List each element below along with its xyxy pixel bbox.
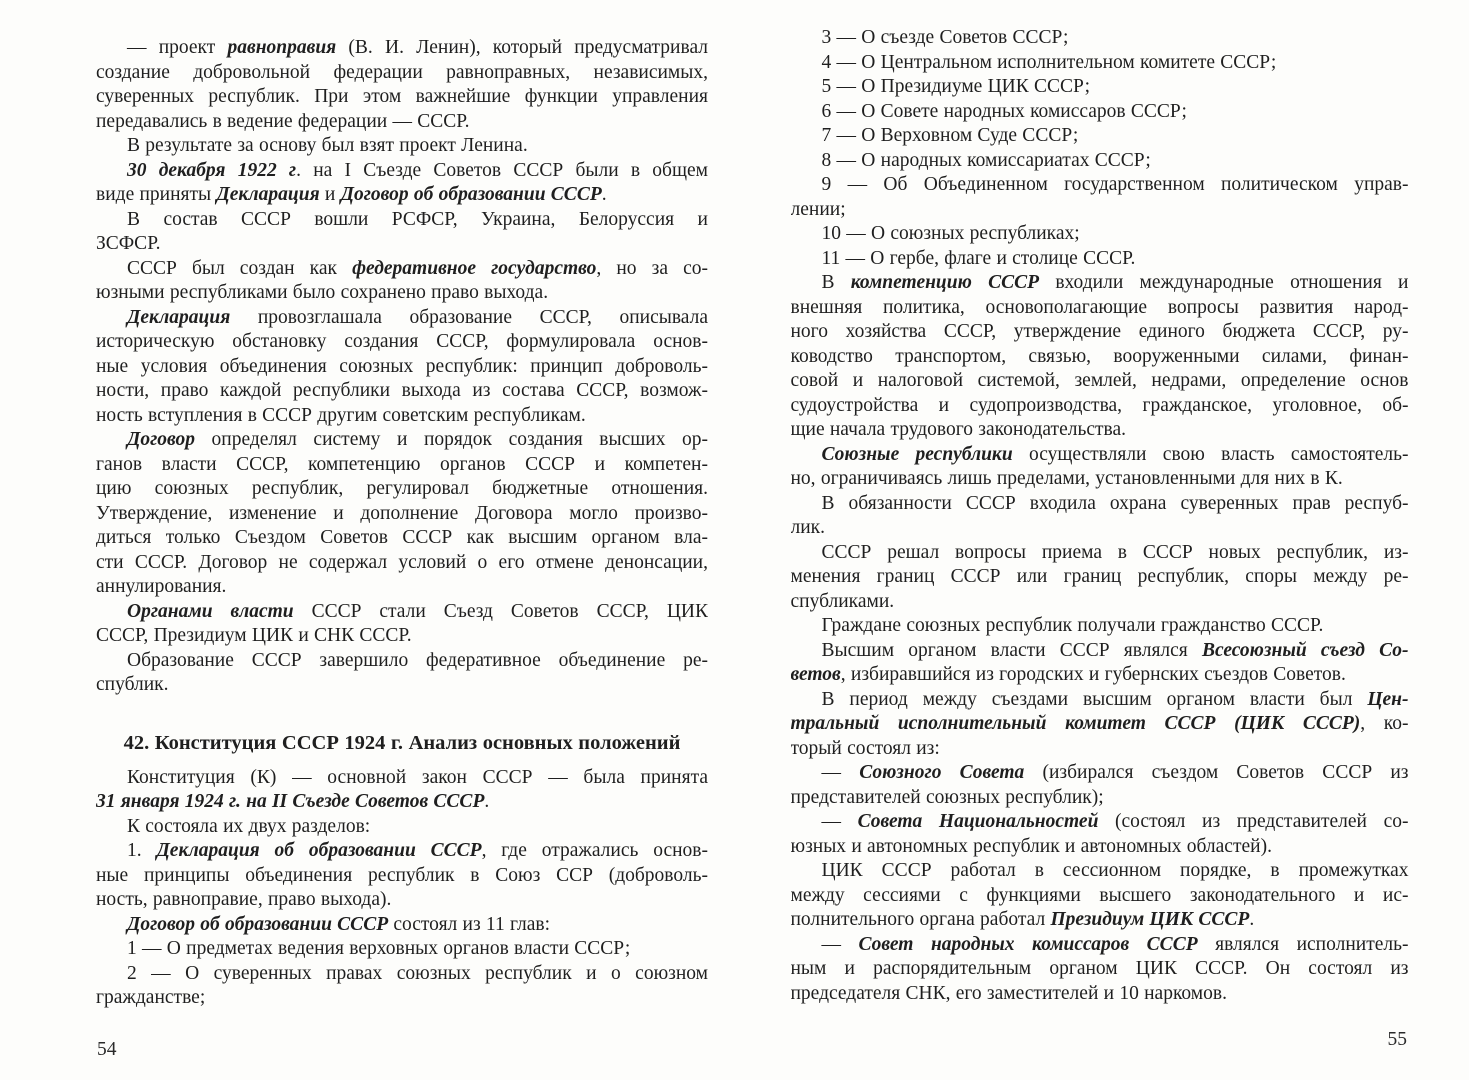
text-segment: Всесоюзный съезд Со- (1201, 639, 1409, 661)
text-segment: спублик. (96, 674, 169, 695)
text-segment: . (1249, 909, 1255, 930)
text-line (791, 614, 1409, 639)
text-segment: полнительного органа работал (790, 909, 1051, 930)
paragraph (96, 649, 708, 698)
paragraph (791, 810, 1409, 859)
text-segment: ные условия объединения союзных республик: принцип доброволь- (96, 355, 708, 377)
text-segment: Конституция (К) — основной закон СССР — была принята (127, 766, 708, 788)
text-segment: . (601, 184, 607, 205)
text-segment: Декларация (127, 306, 231, 328)
paragraph (96, 937, 708, 962)
text-line (96, 888, 708, 913)
text-line (96, 428, 708, 453)
text-segment: — (821, 762, 860, 783)
text-segment: Граждане союзных республик получали гражданство СССР. (821, 615, 1324, 636)
text-line (96, 330, 708, 355)
text-segment: В (821, 272, 851, 293)
page-number-left: 54 (97, 1039, 117, 1060)
text-segment: 3 — О съезде Советов СССР; (821, 27, 1069, 48)
text-segment: , где отражались основ- (481, 840, 708, 861)
paragraph (96, 815, 708, 840)
text-segment: , избиравшийся из городских и губернских съездов Советов. (840, 664, 1346, 685)
text-segment: ководство транспортом, связью, вооруженными силами, финан- (790, 345, 1409, 367)
text-line (791, 810, 1409, 835)
text-segment: равноправия (227, 37, 337, 58)
text-segment: 42. Конституция СССР 1924 г. Анализ основных положений (123, 731, 681, 754)
text-segment: диться только Съездом Советов СССР как высшим органом вла- (96, 527, 708, 548)
text-line (791, 884, 1409, 909)
text-line (791, 394, 1409, 419)
text-segment: Президиум ЦИК СССР (1050, 909, 1250, 930)
text-segment: , но за со- (596, 257, 708, 279)
text-segment: 4 — О Центральном исполнительном комитете СССР; (821, 51, 1277, 73)
paragraph (96, 257, 708, 306)
text-segment: представителей союзных республик); (790, 786, 1104, 808)
text-segment: СССР, Президиум ЦИК и СНК СССР. (96, 625, 412, 646)
text-segment: щие начала трудового законодательства. (790, 419, 1127, 440)
text-line (791, 51, 1409, 76)
text-segment: СССР был создан как (127, 257, 353, 279)
text-line (791, 296, 1409, 321)
text-line (96, 766, 708, 791)
text-segment: менения границ СССР или границ республик, споры между ре- (790, 566, 1409, 587)
text-line (791, 565, 1409, 590)
text-line (96, 790, 708, 815)
text-line (96, 61, 708, 86)
text-segment: — (821, 811, 858, 832)
paragraph (96, 208, 708, 257)
text-segment: гражданстве; (96, 987, 206, 1008)
paragraph (791, 51, 1409, 76)
text-line (96, 110, 708, 135)
text-segment: 30 декабря 1922 г (127, 159, 297, 181)
text-segment: Декларация об образовании СССР (156, 840, 482, 861)
text-segment: лик. (790, 517, 826, 538)
text-line (96, 232, 708, 257)
section-heading (96, 730, 708, 756)
paragraph (791, 149, 1409, 174)
text-segment: ганов власти СССР, компетенцию органов СССР и компетен- (96, 453, 708, 475)
text-line (791, 786, 1409, 811)
paragraph (791, 100, 1409, 125)
page-left-text-column (96, 36, 708, 1011)
text-line (96, 453, 708, 478)
text-segment: Договор об образовании СССР (340, 184, 602, 205)
text-line (791, 712, 1409, 737)
text-line (96, 815, 708, 840)
text-line (96, 526, 708, 551)
text-line (96, 379, 708, 404)
paragraph (791, 124, 1409, 149)
text-line (96, 281, 708, 306)
paragraph (96, 134, 708, 159)
text-line (96, 159, 708, 184)
text-segment: ность вступления в СССР другим советским республикам. (96, 404, 586, 426)
text-segment: юзными республиками было сохранено право выхода. (96, 282, 549, 303)
text-line (791, 835, 1409, 860)
text-line (791, 737, 1409, 762)
text-segment: 5 — О Президиуме ЦИК СССР; (821, 76, 1091, 97)
text-line (791, 222, 1409, 247)
text-line (96, 673, 708, 698)
paragraph (96, 913, 708, 938)
text-line (96, 986, 708, 1011)
text-segment: ности, право каждой республики выхода из состава СССР, возмож- (96, 380, 708, 401)
text-line (96, 937, 708, 962)
text-line (791, 75, 1409, 100)
text-segment: и (319, 184, 341, 205)
text-segment: ЦИК СССР работал в сессионном порядке, в промежутках (821, 860, 1409, 881)
text-line (791, 173, 1409, 198)
text-line (96, 864, 708, 889)
text-segment: но, ограничиваясь лишь пределами, установленными для них в К. (790, 468, 1343, 489)
text-segment: ность, равноправие, право выхода). (96, 889, 392, 910)
paragraph (791, 443, 1409, 492)
text-line (96, 624, 708, 649)
paragraph (791, 173, 1409, 222)
text-segment: историческую обстановку создания СССР, формулировала основ- (96, 331, 708, 352)
text-line (791, 982, 1409, 1007)
text-line (791, 590, 1409, 615)
text-segment: 31 января 1924 г. на II Съезде Советов СССР (96, 791, 485, 812)
text-segment: 11 — О гербе, флаге и столице СССР. (821, 247, 1136, 269)
paragraph (96, 962, 708, 1011)
text-segment: осуществляли свою власть самостоятель- (1012, 443, 1409, 465)
text-line (791, 124, 1409, 149)
paragraph (96, 36, 708, 134)
text-segment: федеративное государство (352, 257, 597, 279)
text-segment: Договор об образовании СССР (127, 913, 389, 935)
paragraph (96, 600, 708, 649)
text-segment: Союзные республики (821, 443, 1013, 465)
text-line (791, 247, 1409, 272)
paragraph (791, 492, 1409, 541)
text-line (96, 913, 708, 938)
paragraph (96, 306, 708, 429)
text-line (96, 257, 708, 282)
text-segment: входили международные отношения и (1039, 272, 1409, 293)
text-segment: виде приняты (96, 184, 217, 205)
text-segment: юзных и автономных республик и автономных областей). (790, 835, 1272, 857)
text-line (96, 404, 708, 429)
text-segment: СССР стали Съезд Советов СССР, ЦИК (293, 600, 708, 622)
text-segment: (избирался съездом Советов СССР из (1024, 762, 1409, 783)
text-segment: цию союзных республик, регулировал бюджетные отношения. (96, 478, 708, 499)
text-line (96, 183, 708, 208)
text-line (791, 100, 1409, 125)
text-segment: В результате за основу был взят проект Ленина. (127, 135, 528, 156)
text-line (791, 26, 1409, 51)
paragraph (96, 159, 708, 208)
text-segment: являлся исполнитель- (1197, 933, 1409, 955)
text-line (791, 859, 1409, 884)
text-segment: 1. (127, 840, 157, 861)
paragraph (791, 271, 1409, 443)
paragraph (791, 639, 1409, 688)
paragraph (791, 247, 1409, 272)
text-line (791, 908, 1409, 933)
text-segment: передавались в ведение федерации — СССР. (96, 110, 470, 132)
text-segment: состоял из 11 глав: (388, 913, 550, 935)
text-segment: 2 — О суверенных правах союзных республик и о союзном (127, 962, 708, 984)
text-segment: аннулирования. (96, 576, 227, 597)
text-line (791, 663, 1409, 688)
text-line (791, 541, 1409, 566)
text-line (96, 502, 708, 527)
text-segment: ного хозяйства СССР, утверждение единого бюджета СССР, ру- (790, 321, 1409, 342)
text-segment: тральный исполнительный комитет СССР (ЦИК СССР) (790, 713, 1361, 734)
text-segment: спубликами. (790, 590, 895, 612)
text-line (791, 761, 1409, 786)
text-segment: (состоял из представителей со- (1098, 811, 1409, 832)
text-segment: председателя СНК, его заместителей и 10 наркомов. (790, 982, 1227, 1004)
text-line (791, 933, 1409, 958)
paragraph (791, 761, 1409, 810)
text-line (96, 85, 708, 110)
text-segment: судоустройства и судопроизводства, гражданское, уголовное, об- (790, 394, 1409, 416)
paragraph (96, 839, 708, 913)
text-segment: В обязанности СССР входила охрана суверенных прав респуб- (821, 492, 1409, 514)
text-segment: ным и распорядительным органом ЦИК СССР. Он состоял из (790, 958, 1409, 979)
text-line (791, 320, 1409, 345)
text-segment: компетенцию СССР (850, 272, 1040, 293)
text-line (96, 306, 708, 331)
text-line (791, 957, 1409, 982)
text-segment: торый состоял из: (790, 737, 940, 759)
text-segment: (В. И. Ленин), который предусматривал (336, 37, 708, 58)
text-line (791, 418, 1409, 443)
text-segment: Союзного Совета (859, 762, 1025, 783)
text-line (791, 639, 1409, 664)
text-line (791, 688, 1409, 713)
text-segment: — проект (127, 37, 228, 58)
text-segment: определял систему и порядок создания высших ор- (194, 429, 708, 450)
text-segment: создание добровольной федерации равноправных, независимых, (96, 61, 708, 83)
text-segment: Договор (127, 429, 195, 450)
text-line (96, 839, 708, 864)
text-line (791, 467, 1409, 492)
text-segment: совой и налоговой системой, землей, недрами, определение основ (790, 370, 1409, 391)
text-line (791, 369, 1409, 394)
text-segment: К состояла их двух разделов: (127, 815, 371, 837)
text-line (96, 36, 708, 61)
text-line (96, 208, 708, 233)
text-line (96, 575, 708, 600)
text-segment: лении; (790, 198, 846, 220)
text-line (96, 600, 708, 625)
text-segment: . на I Съезде Советов СССР были в общем (296, 159, 708, 181)
text-line (96, 355, 708, 380)
page-number-right: 55 (1387, 1029, 1407, 1050)
paragraph (791, 688, 1409, 762)
paragraph (791, 75, 1409, 100)
paragraph (96, 428, 708, 600)
text-segment: 7 — О Верховном Суде СССР; (821, 125, 1079, 146)
text-segment: . (484, 791, 490, 812)
text-segment: Совет народных комиссаров СССР (858, 933, 1198, 955)
paragraph (791, 222, 1409, 247)
text-segment: 9 — Об Объединенном государственном политическом управ- (821, 174, 1409, 195)
paragraph (791, 859, 1409, 933)
text-segment: внешняя политика, основополагающие вопросы развития народ- (790, 296, 1409, 318)
text-segment: провозглашала образование СССР, описывала (230, 306, 708, 328)
text-segment: Цен- (1367, 688, 1409, 710)
book-page-right (735, 0, 1469, 1080)
text-segment: ЗСФСР. (96, 233, 161, 254)
text-segment: ные принципы объединения республик в Союз ССР (доброволь- (96, 864, 708, 886)
text-line (791, 492, 1409, 517)
page-right-text-column (791, 26, 1409, 1006)
text-segment: 6 — О Совете народных комиссаров СССР; (821, 100, 1187, 122)
text-line (791, 516, 1409, 541)
text-segment: Декларация (216, 184, 320, 205)
text-segment: Высшим органом власти СССР являлся (821, 639, 1202, 661)
text-line (96, 134, 708, 159)
text-segment: 1 — О предметах ведения верховных органов власти СССР; (127, 938, 631, 959)
text-line (791, 345, 1409, 370)
text-line (791, 149, 1409, 174)
text-line (791, 443, 1409, 468)
paragraph (791, 933, 1409, 1007)
text-segment: сти СССР. Договор не содержал условий о его отмене денонсации, (96, 551, 708, 573)
text-segment: — (821, 933, 859, 955)
text-segment: Органами власти (127, 600, 294, 622)
text-segment: ветов (790, 664, 841, 685)
paragraph (791, 541, 1409, 615)
text-line (96, 962, 708, 987)
text-segment: В состав СССР вошли РСФСР, Украина, Белоруссия и (127, 208, 708, 230)
text-segment: Утверждение, изменение и дополнение Договора могло произво- (96, 502, 708, 524)
text-segment: Совета Национальностей (857, 811, 1099, 832)
text-line (791, 271, 1409, 296)
text-segment: суверенных республик. При этом важнейшие функции управления (96, 86, 708, 107)
text-segment: В период между съездами высшим органом власти был (821, 688, 1368, 710)
paragraph (96, 766, 708, 815)
text-line (96, 551, 708, 576)
paragraph (791, 614, 1409, 639)
text-segment: между сессиями с функциями высшего законодательного и ис- (790, 884, 1409, 906)
text-line (96, 649, 708, 674)
text-line (791, 198, 1409, 223)
text-segment: , ко- (1360, 713, 1409, 734)
text-segment: Образование СССР завершило федеративное объединение ре- (127, 649, 708, 671)
text-line (96, 477, 708, 502)
text-segment: СССР решал вопросы приема в СССР новых республик, из- (821, 541, 1409, 563)
paragraph (791, 26, 1409, 51)
text-segment: 10 — О союзных республиках; (821, 223, 1080, 244)
text-segment: 8 — О народных комиссариатах СССР; (821, 149, 1151, 171)
text-line (96, 730, 708, 756)
